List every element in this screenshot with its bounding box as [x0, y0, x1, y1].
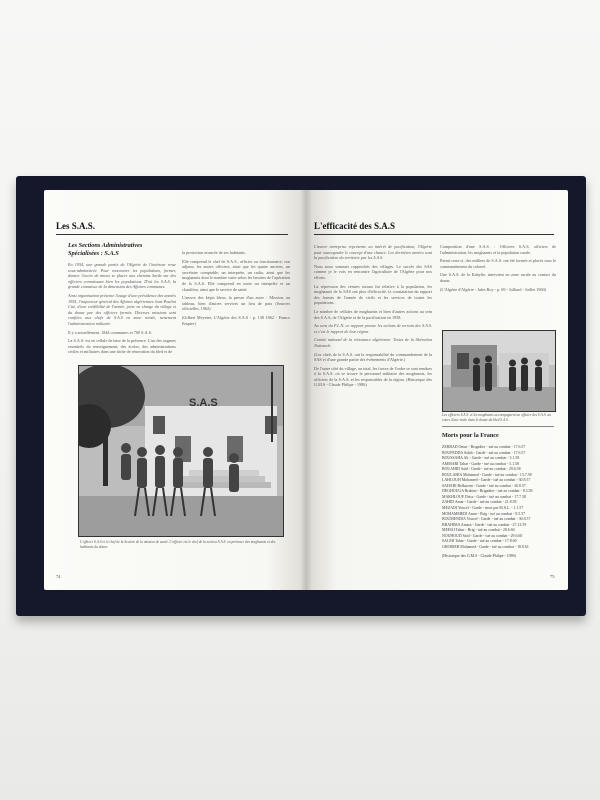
- right-title-rule: [314, 234, 554, 235]
- list-item: DEGHOUGA Brahim - Brigadier - tué au combat - 8.5.58: [442, 489, 533, 494]
- list-item: MEHAI Tahar - Brig - tué au combat - 28.6.60: [442, 528, 515, 533]
- left-col2-para-4: (Gilbert Meynier, L'Algérie des S.A.S - p. 138 1962 - France Empire): [182, 314, 290, 326]
- right-col2-para-2: Parmi ceux-ci, des milliers de S.A.S. ont été formés et placés sous le commandement du colonel.: [440, 258, 556, 269]
- list-item: MAKHLOUF Driss - Garde - tué au combat - 17.7.58: [442, 494, 526, 499]
- right-text-column-1: [314, 244, 432, 391]
- list-item: LAHLOUH Mohamed - Garde - tué au combat - 30.8.57: [442, 478, 531, 483]
- list-item: BOUMENDJA Youcef - Garde - tué au combat - 30.8.57: [442, 517, 531, 522]
- left-section-title: Les S.A.S.: [56, 221, 96, 231]
- list-item: ZERRAD Omar - Brigadier - tué au combat - 17.6.57: [442, 445, 526, 449]
- list-item: ZAHID Amar - Garde - tué au combat - 21.8.58: [442, 500, 517, 505]
- list-source: (Historique des G.M.S - Claude Philipe - 1986): [442, 554, 516, 558]
- right-col1-para-6: Comité national de la résistance algérienne. Textes de la libération Nationale.: [314, 337, 432, 348]
- dead-soldiers-list: [442, 445, 558, 550]
- left-page: [44, 190, 306, 590]
- left-subtitle: [68, 242, 142, 258]
- left-subtitle-line2: Spécialisées : S.A.S: [68, 250, 119, 257]
- morts-pour-la-france-title: Morts pour la France: [442, 432, 499, 439]
- book-gutter: [300, 190, 312, 590]
- left-col1-para-1: En 1954, une grande partie de l'Algérie de l'intérieur reste sous-administrée. Pour rencontrer les populations, former, donner l'accès de mieux se placer aux chemins Sarde sur des officiers connaissant bien les populations. D'où les S.A.S, la grande connaisse de la dimension des Affaires communes.: [68, 262, 176, 290]
- left-col1-para-3: Il y a actuellement, 1844 communes et 700 S.A.S.: [68, 329, 152, 335]
- list-item: GHORIER Mohamed - Garde - tué au combat - 18.8.61: [442, 544, 529, 549]
- list-item: NOUHOUD Saïd - Garde - tué au combat - 29.6.60: [442, 533, 523, 538]
- left-photo-caption: L'officier S.A.S et le chef de la Section de la mission de santé. L'officier est le chef de la section S.A.S. en présence des moghaznis et des habitants du douar.: [80, 540, 276, 549]
- left-col2-para-2: Elle comprend le chef de S.A.S., officier ou fonctionnaire, son adjoint, les autres officiers, ainsi que les quatre anciens, un secrétaire comptable, un interprète, un radio, ainsi que les moghaznis dont le nombre varie selon les besoins de l'opération de la S.A.S. Elle comprend en outre un interprète et un chauffeur, ainsi que le service de santé.: [182, 258, 290, 292]
- left-title-rule: [56, 234, 288, 235]
- right-box-rule: [442, 426, 554, 427]
- list-item: MEZADI Youcef - Garde - mort par M.S.L. - 1.1.57: [442, 506, 524, 511]
- right-col2-para-1: Composition d'une S.A.S. : Officiers S.A.S, officiers de l'administration, les moghaznis et la population rurale.: [440, 244, 556, 255]
- left-page-number: 74: [56, 574, 61, 579]
- right-col1-para-5: Au sens du F.L.N. ce rapport prouve les actions de terrain des S.A.S. et c'est le rapport de leur région.: [314, 323, 432, 334]
- list-item: BRAHIMA Amara - Garde - tué au combat - 27.12.59: [442, 522, 527, 527]
- left-col1-para-2: Ainsi organisation présente l'usage d'une présidence des années 1955, l'inspecteur général des Affaires algériennes Jean Pouliot Cité, d'une crédibilité de l'armée, prise en charge du village et du douar par des officiers formés. Diverses missions sont confiées aux chefs de S.A.S en zone rurale, nettement l'administration militaire.: [68, 292, 176, 326]
- left-col1-para-4: La S.A.S. est en cellule de base de la présence. L'un des organes essentiels du renseignement, des écoles, des administrations civiles et militaires dans une tâche de rénovation du bled et de: [68, 338, 176, 355]
- right-col1-para-7: (Les chefs de la S.A.S. ont la responsabilité du commandement de la SAS et d'une grande partie des événements d'Algérie.): [314, 351, 432, 363]
- right-col2-para-4: (L'Algérie d'Algérie - Jules Roy - p. 69 - Julliard - Juillet 1960): [440, 286, 547, 292]
- right-col1-para-3: La répression des centres ruraux fut relative à la population, les moghaznis de la SAS ont plus d'efficacité, la constatation du rapport des formes de l'armée de civils et les services de toutes les populations.: [314, 283, 432, 306]
- list-item: MOHAMMEDI Amar - Brig - tué au combat - 8.5.57: [442, 511, 526, 516]
- right-page: [306, 190, 568, 590]
- left-text-column-2: [182, 250, 290, 329]
- right-col1-para-4: Le nombre de cellules de moghaznis et bien d'autres actions au sein des S.A.S, de l'Algérie et de la pacification en 1958.: [314, 308, 432, 320]
- right-photo-caption: Les officiers S.A.S. et les moghaznis accompagnent un officier des S.A.S. au cours d'une visite dans le douar du bled S.A.S.: [442, 413, 551, 422]
- right-section-title: L'efficacité des S.A.S: [314, 221, 395, 231]
- right-col2-para-3: Une S.A.S. de la Kabylie, intervient en zone rurale au contact du douar.: [440, 272, 556, 283]
- list-item: AMMARI Tahar - Garde - tué au combat - 3.1.58: [442, 461, 519, 466]
- right-text-column-2: [440, 244, 556, 295]
- right-col1-para-8: De l'autre côté du village, au total, les forces de l'ordre se sont rendues à la S.A.S. où se trouve le personnel militaire des moghaznis, les officiers de la S.A.S. et les responsables de la région. (Historique des G.M.S - Claude Philipe - 1986): [314, 365, 432, 388]
- right-page-number: 75: [550, 574, 555, 579]
- list-item: SAHABI Belkacem - Garde - tué au combat - 30.8.57: [442, 483, 526, 488]
- list-item: SALMI Tahar - Garde - tué au combat - 17.8.60: [442, 539, 517, 544]
- list-item: BOUSSAHA Ali - Garde - tué au combat - 3.1.58: [442, 456, 520, 461]
- right-page-photo: [442, 330, 556, 412]
- right-col1-para-1: L'œuvre entreprise représente un intérêt de pacification, l'Algérie pour sauvegarder le concept d'une chance. Les dernières années sont la pacification du territoire par les S.A.S.: [314, 244, 432, 261]
- left-subtitle-line1: Les Sections Administratives: [68, 242, 143, 249]
- left-page-photo: [78, 365, 284, 537]
- list-item: BOUFEDDA Salah - Garde - tué au combat - 17.6.57: [442, 450, 526, 455]
- right-col1-para-2: Nous nous sommes rapprochés des villages. Le succès des SAS comme je le vois en rencontre l'agriculture de l'Algérie pour nos efforts.: [314, 263, 432, 280]
- photo-sign-text: S.A.S: [189, 397, 218, 409]
- left-col2-para-1: la protection avancée de ses habitants.: [182, 250, 246, 255]
- left-text-column-1: [68, 262, 176, 358]
- list-item: BOUAHID Saïd - Garde - tué au combat - 29.6.58: [442, 467, 521, 472]
- list-item: BOULAHIA Mohamed - Garde - tué au combat - 13.7.58: [442, 472, 532, 477]
- left-col2-para-3: L'œuvre des képis bleus, la presse d'un autre : Mission, au tableau, bien d'autres services un lieu de paix (Sources officielles, 1962).: [182, 295, 290, 312]
